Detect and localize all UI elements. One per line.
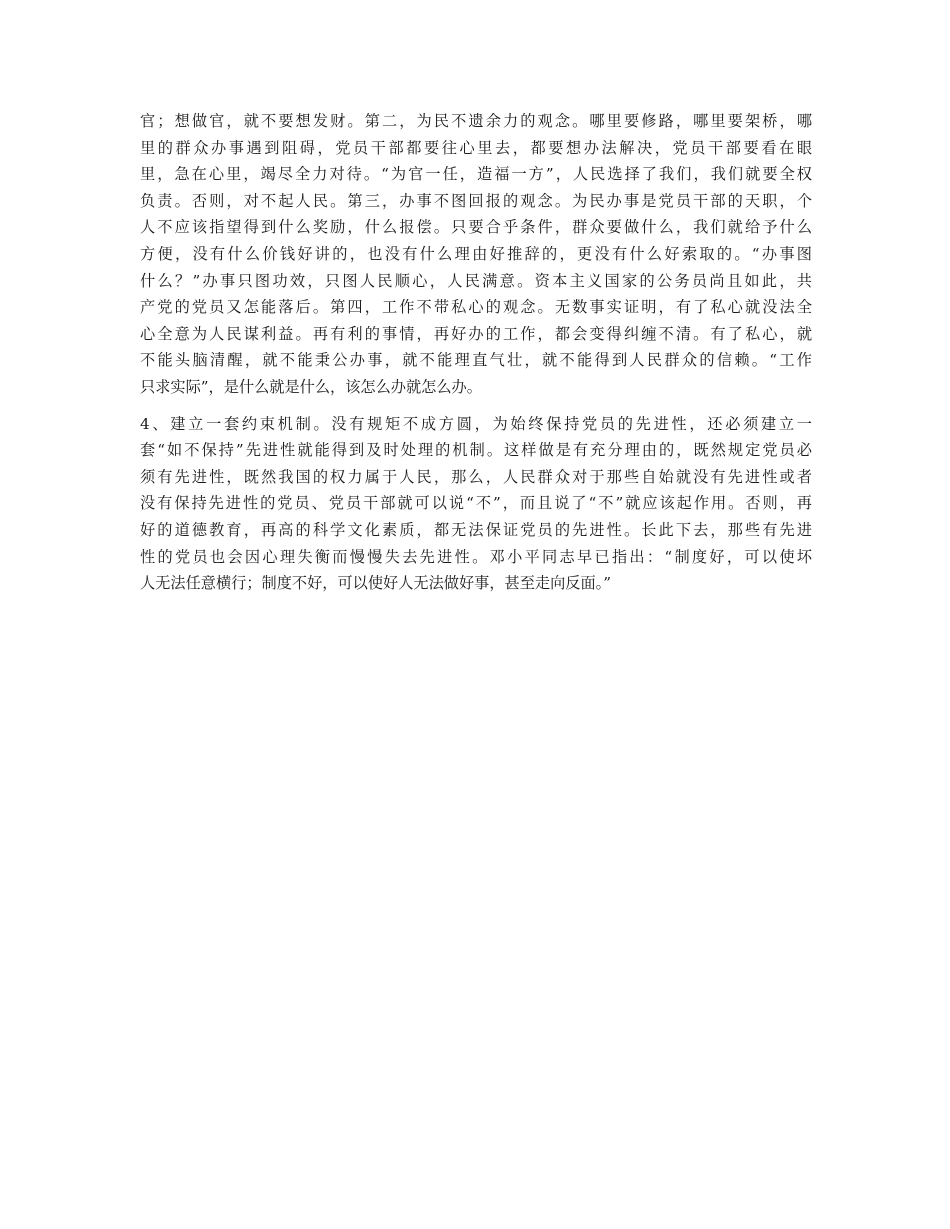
text-line: 里的群众办事遇到阻碍，党员干部都要往心里去，都要想办法解决，党员干部要看在眼 bbox=[140, 138, 812, 157]
text-line: 只求实际”，是什么就是什么，该怎么办就怎么办。 bbox=[140, 377, 482, 396]
text-line: 4、建立一套约束机制。没有规矩不成方圆，为始终保持党员的先进性，还必须建立一 bbox=[140, 414, 812, 433]
document-body bbox=[140, 108, 812, 597]
text-line: 产党的党员又怎能落后。第四，工作不带私心的观念。无数事实证明，有了私心就没法全 bbox=[140, 298, 812, 317]
paragraph-2 bbox=[140, 411, 812, 597]
text-line: 官；想做官，就不要想发财。第二，为民不遗余力的观念。哪里要修路，哪里要架桥，哪 bbox=[140, 112, 812, 130]
text-line: 人无法任意横行；制度不好，可以使好人无法做好事，甚至走向反面。” bbox=[140, 574, 611, 593]
text-line: 心全意为人民谋利益。再有利的事情，再好办的工作，都会变得纠缠不清。有了私心，就 bbox=[140, 324, 812, 343]
paragraph-1 bbox=[140, 108, 812, 401]
text-line: 性的党员也会因心理失衡而慢慢失去先进性。邓小平同志早已指出：“制度好，可以使坏 bbox=[140, 547, 812, 566]
text-line: 人不应该指望得到什么奖励，什么报偿。只要合乎条件，群众要做什么，我们就给予什么 bbox=[140, 218, 812, 237]
text-line: 好的道德教育，再高的科学文化素质，都无法保证党员的先进性。长此下去，那些有先进 bbox=[140, 520, 812, 539]
text-line: 负责。否则，对不起人民。第三，办事不图回报的观念。为民办事是党员干部的天职，个 bbox=[140, 191, 812, 210]
text-line: 里，急在心里，竭尽全力对待。“为官一任，造福一方”，人民选择了我们，我们就要全权 bbox=[140, 165, 812, 184]
text-line: 套“如不保持”先进性就能得到及时处理的机制。这样做是有充分理由的，既然规定党员必 bbox=[140, 441, 812, 460]
text-line: 方便，没有什么价钱好讲的，也没有什么理由好推辞的，更没有什么好索取的。“办事图 bbox=[140, 244, 812, 263]
text-line: 没有保持先进性的党员、党员干部就可以说“不”，而且说了“不”就应该起作用。否则，再 bbox=[140, 494, 812, 513]
text-line: 须有先进性，既然我国的权力属于人民，那么，人民群众对于那些自始就没有先进性或者 bbox=[140, 467, 812, 486]
text-line: 什么？”办事只图功效，只图人民顺心，人民满意。资本主义国家的公务员尚且如此，共 bbox=[140, 271, 812, 290]
text-line: 不能头脑清醒，就不能秉公办事，就不能理直气壮，就不能得到人民群众的信赖。“工作 bbox=[140, 351, 812, 370]
